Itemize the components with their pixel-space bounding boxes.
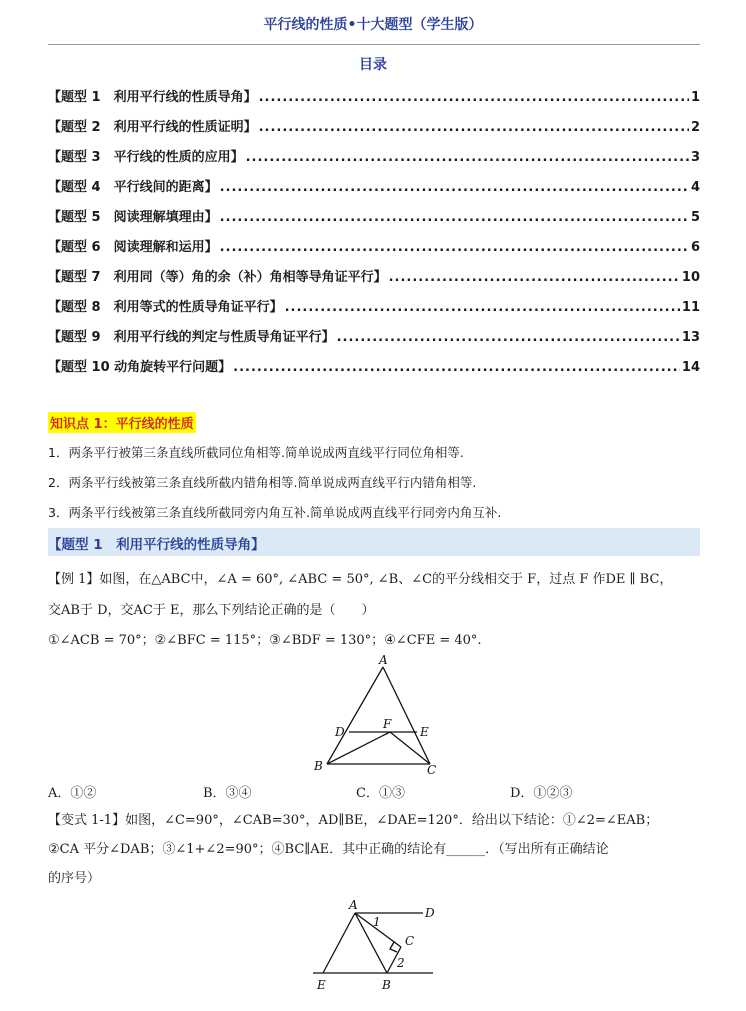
toc-leader bbox=[259, 120, 689, 135]
variant-text-line-1: 【变式 1-1】如图，∠C=90°，∠CAB=30°，AD∥BE，∠DAE=120°．给出以下结论：①∠2=∠EAB； bbox=[48, 813, 659, 828]
segment-ab bbox=[355, 913, 387, 973]
parallel-lines-figure bbox=[305, 895, 455, 1000]
option-a[interactable]: A．①② bbox=[48, 786, 97, 801]
toc-item-page: 14 bbox=[681, 360, 700, 375]
toc-leader bbox=[259, 90, 689, 105]
triangle-figure bbox=[300, 652, 450, 777]
toc-item-page: 4 bbox=[690, 180, 700, 195]
label-2: 2 bbox=[397, 956, 405, 970]
toc-item-page: 5 bbox=[690, 210, 700, 225]
section-heading: 【题型 1 利用平行线的性质导角】 bbox=[48, 537, 265, 553]
label-b: B bbox=[382, 978, 391, 992]
toc-leader bbox=[220, 180, 689, 195]
example-text-line-3: ①∠ACB = 70°；②∠BFC = 115°；③∠BDF = 130°；④∠CFE = 40°. bbox=[48, 633, 482, 648]
option-d[interactable]: D．①②③ bbox=[510, 786, 573, 801]
toc-title: 目录 bbox=[359, 57, 387, 73]
toc-item-label: 【题型 7 利用同（等）角的余（补）角相等导角证平行】 bbox=[48, 270, 387, 285]
toc-item-1[interactable] bbox=[48, 86, 700, 116]
toc-item-10[interactable] bbox=[48, 356, 700, 386]
toc-leader bbox=[220, 210, 689, 225]
label-a: A bbox=[349, 898, 358, 912]
toc-leader bbox=[220, 240, 689, 255]
toc-item-page: 3 bbox=[690, 150, 700, 165]
toc-item-page: 2 bbox=[690, 120, 700, 135]
toc-item-page: 13 bbox=[681, 330, 700, 345]
toc-item-page: 6 bbox=[690, 240, 700, 255]
toc-leader bbox=[233, 360, 680, 375]
label-d: D bbox=[335, 725, 345, 739]
table-of-contents bbox=[48, 86, 700, 386]
knowledge-line-1: 1．两条平行被第三条直线所截同位角相等.简单说成两直线平行同位角相等. bbox=[48, 445, 464, 460]
toc-item-label: 【题型 8 利用等式的性质导角证平行】 bbox=[48, 300, 283, 315]
toc-item-8[interactable] bbox=[48, 296, 700, 326]
toc-item-label: 【题型 4 平行线间的距离】 bbox=[48, 180, 218, 195]
toc-item-label: 【题型 6 阅读理解和运用】 bbox=[48, 240, 218, 255]
option-c[interactable]: C．①③ bbox=[356, 786, 405, 801]
toc-item-2[interactable] bbox=[48, 116, 700, 146]
segment-ac bbox=[383, 667, 430, 764]
label-a: A bbox=[379, 653, 388, 667]
label-1: 1 bbox=[373, 915, 381, 929]
toc-item-6[interactable] bbox=[48, 236, 700, 266]
toc-item-page: 10 bbox=[681, 270, 700, 285]
label-f: F bbox=[383, 717, 392, 731]
label-c: C bbox=[427, 763, 437, 777]
label-e: E bbox=[420, 725, 429, 739]
segment-ae bbox=[323, 913, 355, 973]
option-b[interactable]: B．③④ bbox=[203, 786, 252, 801]
knowledge-line-2: 2．两条平行线被第三条直线所截内错角相等.简单说成两直线平行内错角相等. bbox=[48, 475, 477, 490]
knowledge-point-title: 知识点 1：平行线的性质 bbox=[48, 412, 196, 433]
label-e: E bbox=[317, 978, 326, 992]
toc-item-9[interactable] bbox=[48, 326, 700, 356]
toc-item-page: 11 bbox=[681, 300, 700, 315]
label-d: D bbox=[425, 906, 435, 920]
toc-item-label: 【题型 5 阅读理解填理由】 bbox=[48, 210, 218, 225]
page-title: 平行线的性质•十大题型（学生版） bbox=[263, 17, 483, 33]
toc-item-7[interactable] bbox=[48, 266, 700, 296]
toc-item-label: 【题型 2 利用平行线的性质证明】 bbox=[48, 120, 257, 135]
example-text-line-2: 交AB于 D，交AC于 E，那么下列结论正确的是（ ） bbox=[48, 603, 375, 618]
label-c: C bbox=[405, 934, 415, 948]
variant-text-line-3: 的序号） bbox=[48, 871, 101, 886]
toc-leader bbox=[337, 330, 680, 345]
example-text-line-1: 【例 1】如图，在△ABC中，∠A = 60°, ∠ABC = 50°, ∠B、∠C的平分线相交于 F，过点 F 作DE ∥ BC， bbox=[48, 572, 673, 587]
toc-item-3[interactable] bbox=[48, 146, 700, 176]
variant-text-line-2: ②CA 平分∠DAB；③∠1+∠2=90°；④BC∥AE．其中正确的结论有______．（写出所有正确结论 bbox=[48, 842, 609, 857]
toc-item-label: 【题型 3 平行线的性质的应用】 bbox=[48, 150, 244, 165]
toc-item-label: 【题型 9 利用平行线的判定与性质导角证平行】 bbox=[48, 330, 335, 345]
knowledge-line-3: 3．两条平行线被第三条直线所截同旁内角互补.简单说成两直线平行同旁内角互补. bbox=[48, 505, 502, 520]
toc-item-label: 【题型 10 动角旋转平行问题】 bbox=[48, 360, 232, 375]
label-b: B bbox=[314, 759, 323, 773]
toc-item-4[interactable] bbox=[48, 176, 700, 206]
toc-leader bbox=[285, 300, 680, 315]
toc-item-label: 【题型 1 利用平行线的性质导角】 bbox=[48, 90, 257, 105]
toc-item-5[interactable] bbox=[48, 206, 700, 236]
section-heading-bar bbox=[48, 528, 700, 556]
toc-leader bbox=[389, 270, 680, 285]
header-divider bbox=[48, 44, 700, 45]
toc-item-page: 1 bbox=[690, 90, 700, 105]
toc-leader bbox=[246, 150, 689, 165]
